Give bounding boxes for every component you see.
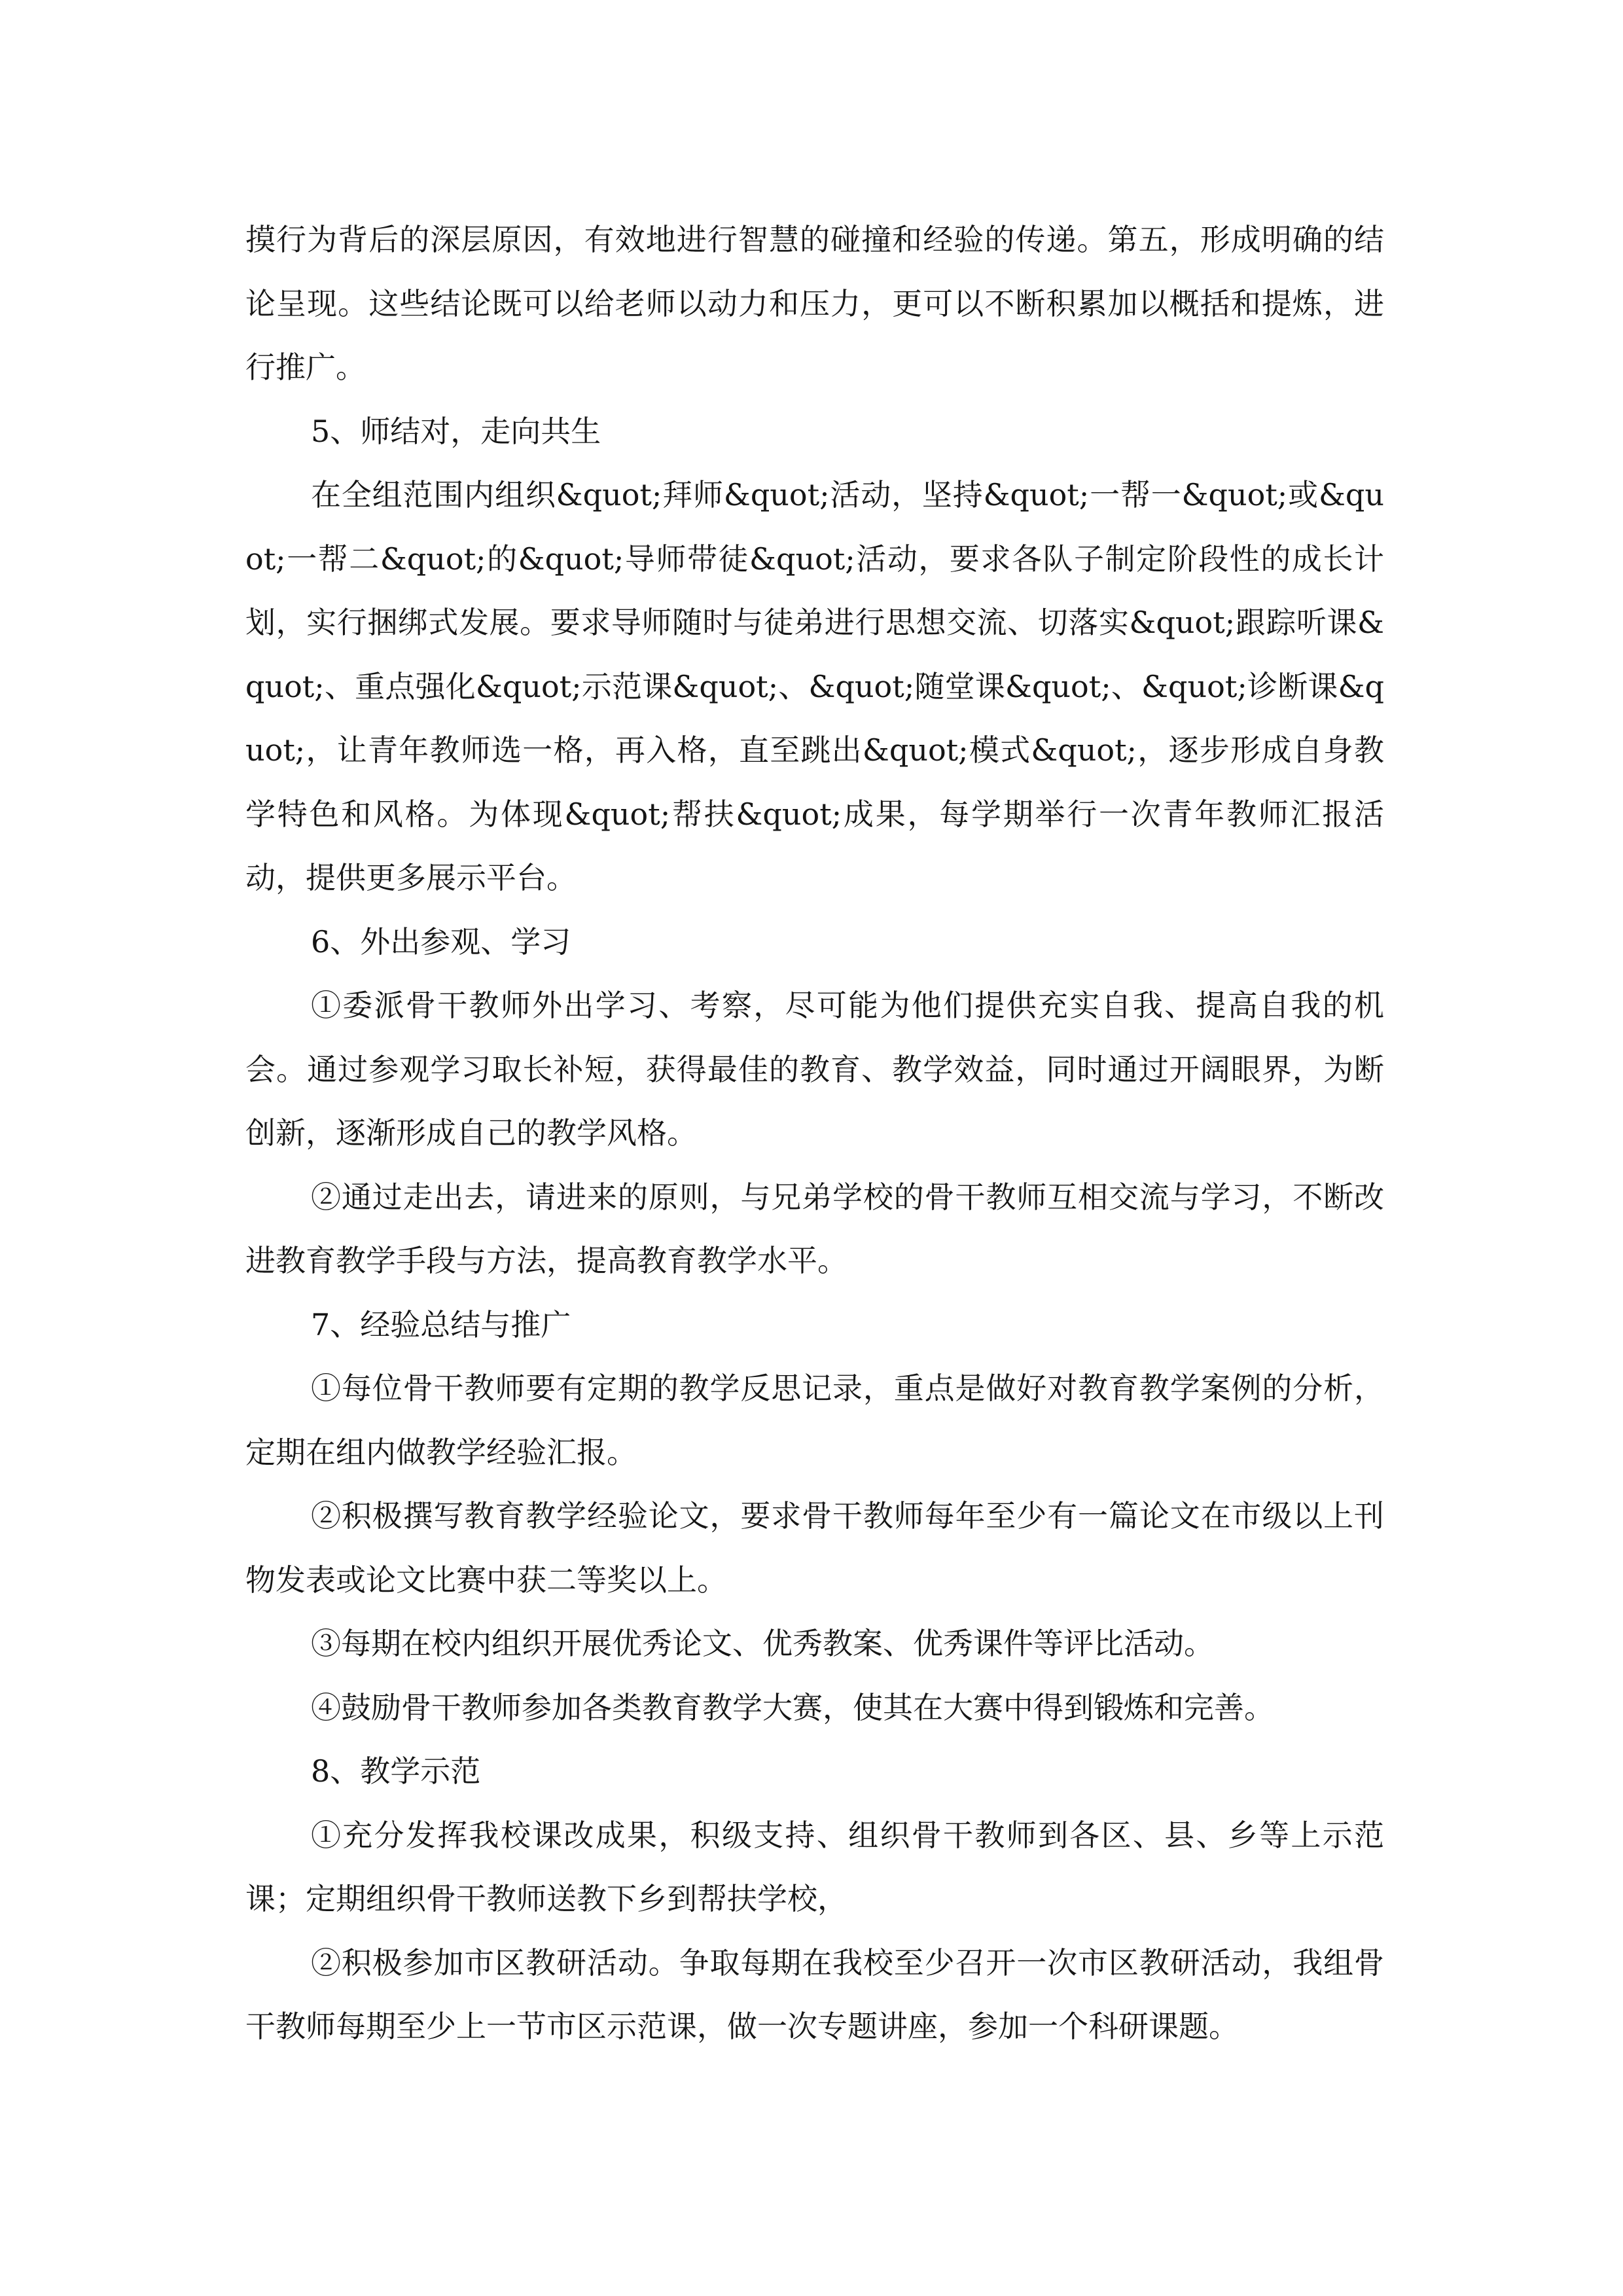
section-heading-6: 6、外出参观、学习	[311, 924, 571, 960]
paragraph-demo-1: ①充分发挥我校课改成果，积级支持、组织骨干教师到各区、县、乡等上示范课；定期组织骨干教师送教下乡到帮扶学校，	[245, 1817, 1384, 1916]
paragraph-demo-2: ②积极参加市区教研活动。争取每期在我校至少召开一次市区教研活动，我组骨干教师每期至少上一节市区示范课，做一次专题讲座，参加一个科研课题。	[245, 1945, 1384, 2044]
section-heading-8: 8、教学示范	[311, 1753, 481, 1789]
document-page	[245, 208, 1384, 2059]
paragraph-mentoring: 在全组范围内组织&quot;拜师&quot;活动，坚持&quot;一帮一&quot;或&quot;一帮二&quot;的&quot;导师带徒&quot;活动，要求各队子制定阶段性的成长计划，实行捆绑式发展。要求导师随时与徒弟进行思想交流、切落实&quot;跟踪听课&quot;、重点强化&quot;示范课&quot;、&quot;随堂课&quot;、&quot;诊断课&quot;，让青年教师选一格，再入格，直至跳出&quot;模式&quot;，逐步形成自身教学特色和风格。为体现&quot;帮扶&quot;成果，每学期举行一次青年教师汇报活动，提供更多展示平台。	[245, 477, 1384, 895]
paragraph-summary-4: ④鼓励骨干教师参加各类教育教学大赛，使其在大赛中得到锻炼和完善。	[311, 1689, 1274, 1725]
paragraph-visit-2: ②通过走出去，请进来的原则，与兄弟学校的骨干教师互相交流与学习，不断改进教育教学手段与方法，提高教育教学水平。	[245, 1179, 1384, 1278]
paragraph-continuation: 摸行为背后的深层原因，有效地进行智慧的碰撞和经验的传递。第五，形成明确的结论呈现。这些结论既可以给老师以动力和压力，更可以不断积累加以概括和提炼，进行推广。	[245, 222, 1384, 385]
paragraph-summary-3: ③每期在校内组织开展优秀论文、优秀教案、优秀课件等评比活动。	[311, 1626, 1214, 1661]
section-heading-7: 7、经验总结与推广	[311, 1306, 571, 1342]
paragraph-summary-1: ①每位骨干教师要有定期的教学反思记录，重点是做好对教育教学案例的分析，定期在组内做教学经验汇报。	[245, 1371, 1384, 1470]
section-heading-5: 5、师结对，走向共生	[311, 413, 601, 449]
paragraph-summary-2: ②积极撰写教育教学经验论文，要求骨干教师每年至少有一篇论文在市级以上刊物发表或论文比赛中获二等奖以上。	[245, 1498, 1384, 1598]
paragraph-visit-1: ①委派骨干教师外出学习、考察，尽可能为他们提供充实自我、提高自我的机会。通过参观学习取长补短，获得最佳的教育、教学效益，同时通过开阔眼界，为断创新，逐渐形成自己的教学风格。	[245, 988, 1384, 1151]
